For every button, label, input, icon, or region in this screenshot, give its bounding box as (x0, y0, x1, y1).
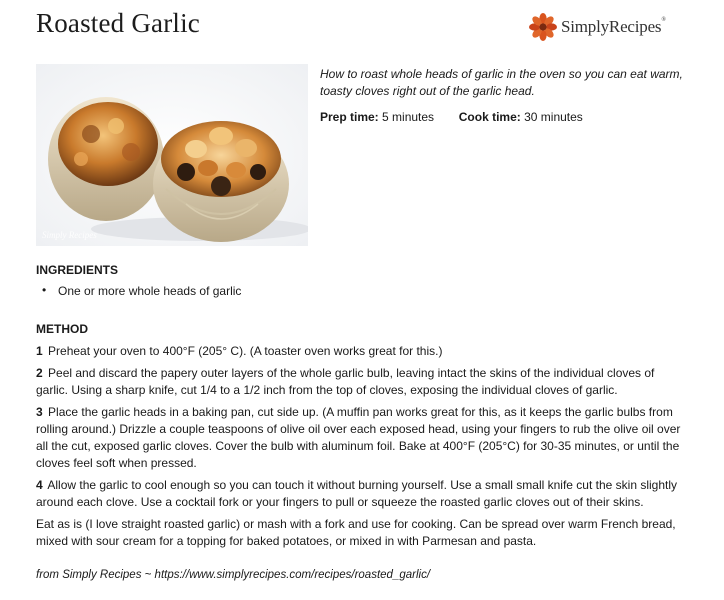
roasted-garlic-photo (36, 64, 308, 246)
method-step (36, 477, 686, 511)
cook-time-value: 30 minutes (524, 110, 583, 124)
simply-recipes-logo (528, 12, 666, 42)
step-text: Peel and discard the papery outer layers of the whole garlic bulb, leaving intact the skins of the individual cloves of garlic. Using a sharp knife, cut 1/4 to a 1/2 inch from the top of cloves, exposing the individual cloves of garlic. (36, 366, 655, 397)
logo-wordmark: SimplyRecipes® (561, 17, 666, 36)
prep-time-value: 5 minutes (382, 110, 435, 124)
method-step (36, 404, 686, 472)
ingredients-list (42, 284, 241, 298)
prep-time-label: Prep time: (320, 110, 379, 124)
list-item (42, 284, 241, 298)
method-step (36, 343, 686, 360)
cook-time-label: Cook time: (458, 110, 521, 124)
source-citation: from Simply Recipes ~ https://www.simplyrecipes.com/recipes/roasted_garlic/ (36, 569, 431, 581)
recipe-title: Roasted Garlic (36, 8, 200, 38)
recipe-intro: How to roast whole heads of garlic in the oven so you can eat warm, toasty cloves right out of the garlic head. (320, 67, 683, 98)
step-text: Place the garlic heads in a baking pan, cut side up. (A muffin pan works great for this, as it keeps the garlic bulbs from rolling around.) Drizzle a couple teaspoons of olive oil over each exposed head, using your fingers to rub the olive oil over all the cut, exposed garlic cloves. Cover the bulb with aluminum foil. Bake at 400°F (205°C) for 30-35 minutes, or until the cloves feel soft when pressed. (36, 405, 681, 470)
step-text: Preheat your oven to 400°F (205° C). (A toaster oven works great for this.) (48, 344, 443, 358)
step-text: Allow the garlic to cool enough so you can touch it without burning yourself. Use a small small knife cut the skin slightly around each clove. Use a cocktail fork or your fingers to pull or squeeze the roasted garlic cloves out of their skins. (36, 478, 678, 509)
photo-watermark: Simply Recipes (42, 230, 97, 240)
recipe-times (320, 110, 583, 124)
method-heading: METHOD (36, 322, 88, 336)
bullet-icon: • (42, 283, 47, 297)
step-number: 1 (36, 344, 43, 358)
step-number: 2 (36, 366, 43, 380)
method-step (36, 365, 686, 399)
flower-logo-icon (528, 12, 558, 42)
ingredients-heading: INGREDIENTS (36, 263, 119, 277)
closing-note: Eat as is (I love straight roasted garlic) or mash with a fork and use for cooking. Can be spread over warm French bread, mixed with sour cream for a topping for baked potatoes, or mixed in with Parmesan and pasta. (36, 517, 676, 548)
step-number: 3 (36, 405, 43, 419)
ingredient-text: One or more whole heads of garlic (58, 284, 242, 298)
method-steps (36, 343, 686, 550)
step-number: 4 (36, 478, 43, 492)
